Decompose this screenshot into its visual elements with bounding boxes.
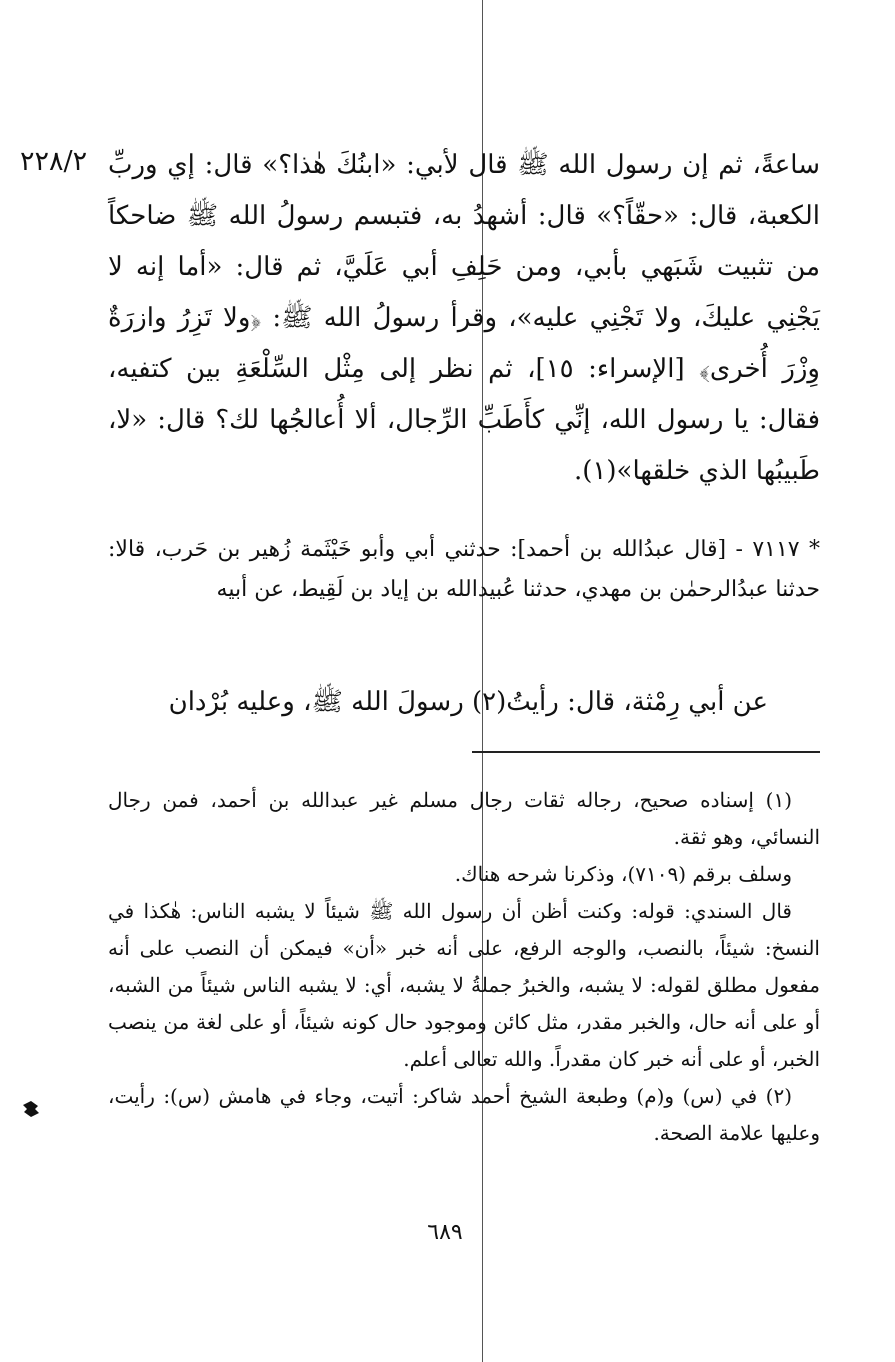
hadith-isnad-header: * ٧١١٧ - [قال عبدُالله بن أحمد]: حدثني أبي وأبو خَيْثَمة زُهير بن حَرب، قالا: حدثنا عبدُالرحمٰن بن مهدي، حدثنا عُبيدالله بن إياد بن لَقِيط، عن أبيه <box>108 537 820 602</box>
footnote-2: (٢) في (س) و(م) وطبعة الشيخ أحمد شاكر: أتيت، وجاء في هامش (س): رأيت، وعليها علامة الصحة. <box>108 1084 820 1145</box>
footnotes <box>108 782 820 1152</box>
hadith-matn-text: عن أبي رِمْثة، قال: رأيتُ(٢) رسولَ الله ﷺ، وعليه بُرْدان <box>168 687 768 717</box>
margin-ornament-icon <box>22 1100 40 1118</box>
footnote-1-ref: وسلف برقم (٧١٠٩)، وذكرنا شرحه هناك. <box>454 862 792 886</box>
footnote-1: (١) إسناده صحيح، رجاله ثقات رجال مسلم غير عبدالله بن أحمد، فمن رجال النسائي، وهو ثقة. <box>108 788 820 849</box>
footnote-1-commentary: قال السندي: قوله: وكنت أظن أن رسول الله ﷺ شيئاً لا يشبه الناس: هٰكذا في النسخ: شيئاً، بالنصب، والوجه الرفع، على أنه خبر «أن» فيمكن أن النصب على أنه مفعول مطلق لقوله: لا يشبه، والخبرُ جملةُ لا يشبه، أي: لا يشبه الناس شيئاً من الشبه، أو على أنه حال، والخبر مقدر، مثل كائن وموجود حال كونه شيئاً، أو على لغة من ينصب الخبر، أو على أنه خبر كان مقدراً. والله تعالى أعلم. <box>108 899 820 1071</box>
page-reference: ٢٢٨/٢ <box>20 146 88 177</box>
page-number: ٦٨٩ <box>427 1220 463 1245</box>
footnote-separator <box>472 751 820 753</box>
main-body-text: ساعةً، ثم إن رسول الله ﷺ قال لأبي: «ابنُكَ هٰذا؟» قال: إي وربِّ الكعبة، قال: «حقّاً؟» قال: أشهدُ به، فتبسم رسولُ الله ﷺ ضاحكاً من تثبيت شَبَهي بأبي، ومن حَلِفِ أبي عَلَيَّ، ثم قال: «أما إنه لا يَجْنِي عليكَ، ولا تَجْنِي عليه»، وقرأ رسولُ الله ﷺ: ﴿ولا تَزِرُ وازرَةٌ وِزْرَ أُخرى﴾ [الإسراء: ١٥]، ثم نظر إلى مِثْل السِّلْعَةِ بين كتفيه، فقال: يا رسول الله، إنِّي كأَطَبِّ الرِّجال، ألا أُعالجُها لك؟ قال: «لا، طَبيبُها الذي خلقها»(١). <box>108 150 820 486</box>
